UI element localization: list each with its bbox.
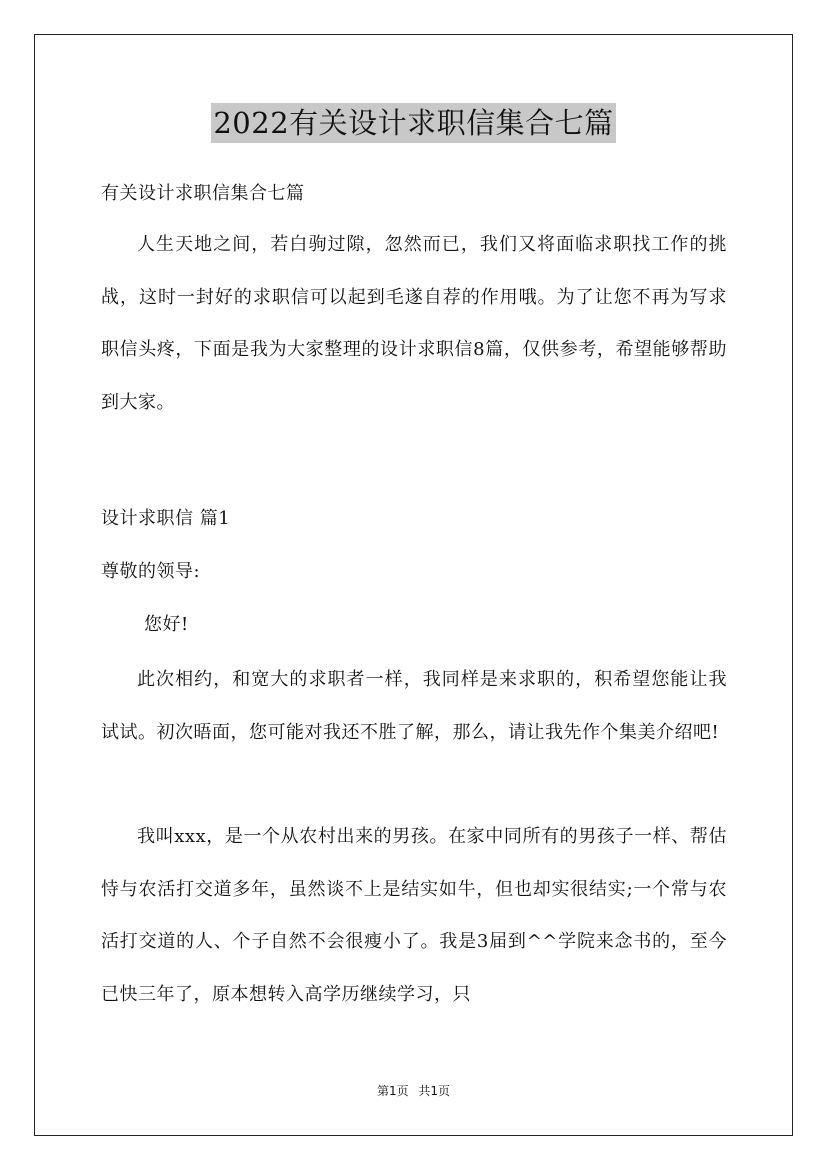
body-paragraph-1: 此次相约，和宽大的求职者一样，我同样是来求职的，积希望您能让我试试。初次晤面，您可能对我还不胜了解，那么，请让我先作个集美介绍吧! bbox=[101, 669, 727, 743]
section-heading: 设计求职信 篇1 bbox=[101, 508, 231, 529]
document-subtitle: 有关设计求职信集合七篇 bbox=[101, 183, 305, 204]
document-title: 2022有关设计求职信集合七篇 bbox=[211, 103, 615, 143]
salutation: 尊敬的领导: bbox=[101, 561, 201, 582]
page-footer bbox=[0, 1083, 827, 1099]
body-paragraph-2: 我叫xxx，是一个从农村出来的男孩。在家中同所有的男孩子一样、帮估恃与农活打交道多年，虽然谈不上是结实如牛，但也却实很结实;一个常与农活打交道的人、个子自然不会很瘦小了。我是3届到^^学院来念书的，至今已快三年了，原本想转入高学历继续学习，只 bbox=[101, 826, 727, 1005]
greeting: 您好! bbox=[144, 614, 189, 635]
title-container bbox=[0, 103, 827, 143]
intro-paragraph: 人生天地之间，若白驹过隙，忽然而已，我们又将面临求职找工作的挑战，这时一封好的求职信可以起到毛遂自荐的作用哦。为了让您不再为写求职信头疼，下面是我为大家整理的设计求职信8篇，仅供参考，希望能够帮助到大家。 bbox=[101, 234, 727, 413]
page-number-current: 第1页 bbox=[376, 1084, 409, 1098]
page-number-total: 共1页 bbox=[418, 1084, 451, 1098]
